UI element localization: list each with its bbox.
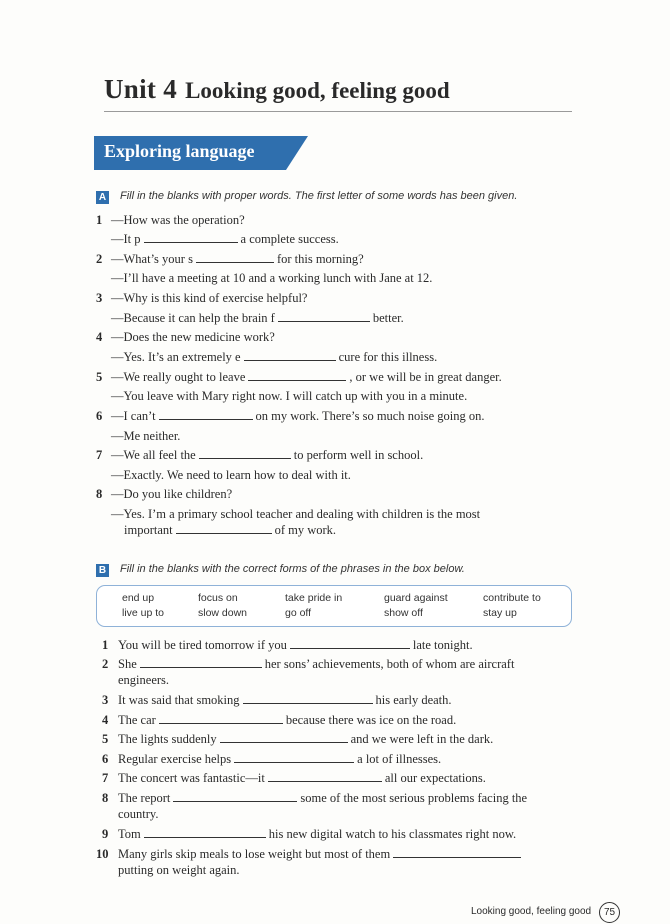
part-a-item-number: 5 bbox=[96, 370, 103, 384]
answer-blank[interactable] bbox=[234, 752, 354, 763]
section-banner-title: Exploring language bbox=[104, 141, 255, 161]
answer-blank[interactable] bbox=[159, 409, 253, 420]
part-a-item-line bbox=[111, 429, 180, 444]
item-text: on my work. There’s so much noise going on. bbox=[255, 409, 485, 423]
item-text: —I’ll have a meeting at 10 and a working lunch with Jane at 12. bbox=[111, 271, 433, 285]
item-text: —What’s your s bbox=[111, 252, 193, 266]
part-a-item-line bbox=[111, 389, 467, 404]
answer-blank[interactable] bbox=[196, 252, 274, 263]
item-text: —It p bbox=[111, 232, 141, 246]
phrase-option: live up to bbox=[122, 607, 165, 619]
item-text: , or we will be in great danger. bbox=[349, 370, 502, 384]
unit-title bbox=[104, 74, 450, 105]
phrase-box bbox=[96, 585, 572, 627]
part-a-item-line bbox=[111, 448, 423, 463]
answer-blank[interactable] bbox=[248, 370, 346, 381]
part-a-item-line bbox=[111, 213, 245, 228]
item-text: You will be tired tomorrow if you bbox=[118, 638, 287, 652]
part-a-item-number: 8 bbox=[96, 487, 103, 501]
part-a-item-line bbox=[111, 291, 307, 306]
part-b-item-number: 7 bbox=[102, 771, 109, 785]
part-a-item-line bbox=[111, 370, 502, 385]
part-b-item-number: 4 bbox=[102, 713, 109, 727]
item-text: It was said that smoking bbox=[118, 693, 240, 707]
page-number: 75 bbox=[599, 902, 620, 923]
item-text: engineers. bbox=[118, 673, 170, 687]
phrase-option: end up bbox=[122, 592, 155, 604]
part-b-item-line bbox=[118, 693, 452, 708]
phrase-option: guard against bbox=[384, 592, 448, 604]
part-a-item-line bbox=[124, 523, 336, 538]
part-b-instruction: Fill in the blanks with the correct forms of the phrases in the box below. bbox=[120, 563, 465, 575]
part-b-item-number: 9 bbox=[102, 827, 109, 841]
part-b-item-line bbox=[118, 827, 516, 842]
answer-blank[interactable] bbox=[176, 523, 272, 534]
answer-blank[interactable] bbox=[244, 350, 336, 361]
item-text: She bbox=[118, 657, 137, 671]
part-b-item-line bbox=[118, 732, 493, 747]
part-a-item-number: 2 bbox=[96, 252, 103, 266]
answer-blank[interactable] bbox=[243, 693, 373, 704]
phrase-option: take pride in bbox=[285, 592, 343, 604]
answer-blank[interactable] bbox=[278, 311, 370, 322]
part-a-instruction: Fill in the blanks with proper words. The first letter of some words has been given. bbox=[120, 190, 518, 202]
unit-number: Unit 4 bbox=[104, 74, 178, 104]
part-b-item-line bbox=[118, 713, 456, 728]
item-text: and we were left in the dark. bbox=[350, 732, 494, 746]
part-a-item-line bbox=[111, 350, 437, 365]
item-text: Regular exercise helps bbox=[118, 752, 232, 766]
item-text: —Yes. It’s an extremely e bbox=[111, 350, 241, 364]
item-text: her sons’ achievements, both of whom are aircraft bbox=[264, 657, 515, 671]
item-text: of my work. bbox=[274, 523, 337, 537]
part-a-item-number: 1 bbox=[96, 213, 103, 227]
item-text: cure for this illness. bbox=[338, 350, 438, 364]
part-b-item-line bbox=[118, 638, 473, 653]
answer-blank[interactable] bbox=[268, 771, 382, 782]
footer-label: Looking good, feeling good bbox=[471, 906, 592, 917]
item-text: The report bbox=[118, 791, 171, 805]
part-b-item-number: 6 bbox=[102, 752, 109, 766]
item-text: The car bbox=[118, 713, 156, 727]
part-b-item-number: 2 bbox=[102, 657, 109, 671]
part-a-item-line bbox=[111, 507, 480, 522]
item-text: all our expectations. bbox=[384, 771, 486, 785]
item-text: his new digital watch to his classmates right now. bbox=[268, 827, 517, 841]
phrase-option: show off bbox=[384, 607, 423, 619]
item-text: important bbox=[124, 523, 173, 537]
item-text: late tonight. bbox=[412, 638, 473, 652]
item-text: —We really ought to leave bbox=[111, 370, 246, 384]
phrase-option: slow down bbox=[198, 607, 248, 619]
item-text: —We all feel the bbox=[111, 448, 196, 462]
part-a-item-line bbox=[111, 311, 404, 326]
part-a-item-number: 6 bbox=[96, 409, 103, 423]
item-text: —Because it can help the brain f bbox=[111, 311, 275, 325]
part-a-item-line bbox=[111, 409, 484, 424]
part-b-letter: B bbox=[96, 564, 109, 577]
part-a-item-number: 7 bbox=[96, 448, 103, 462]
part-b-item-number: 3 bbox=[102, 693, 109, 707]
item-text: a lot of illnesses. bbox=[357, 752, 442, 766]
part-b-item-line bbox=[118, 807, 159, 822]
item-text: for this morning? bbox=[276, 252, 364, 266]
item-text: The lights suddenly bbox=[118, 732, 217, 746]
answer-blank[interactable] bbox=[393, 847, 521, 858]
part-b-item-line bbox=[118, 847, 524, 862]
part-b-item-line bbox=[118, 863, 240, 878]
part-a-item-line bbox=[111, 487, 232, 502]
part-a-letter: A bbox=[96, 191, 109, 204]
item-text: better. bbox=[372, 311, 404, 325]
answer-blank[interactable] bbox=[199, 448, 291, 459]
item-text: country. bbox=[118, 807, 159, 821]
item-text: —Does the new medicine work? bbox=[111, 330, 275, 344]
part-b-item-line bbox=[118, 673, 169, 688]
part-b-item-number: 1 bbox=[102, 638, 109, 652]
section-banner bbox=[94, 136, 308, 170]
part-a-item-line bbox=[111, 232, 339, 247]
part-a-item-number: 4 bbox=[96, 330, 103, 344]
part-b-item-line bbox=[118, 752, 441, 767]
answer-blank[interactable] bbox=[220, 732, 348, 743]
item-text: The concert was fantastic—it bbox=[118, 771, 265, 785]
item-text: —Do you like children? bbox=[111, 487, 233, 501]
answer-blank[interactable] bbox=[159, 713, 283, 724]
part-a-item-line bbox=[111, 271, 432, 286]
item-text: to perform well in school. bbox=[293, 448, 424, 462]
item-text: —How was the operation? bbox=[111, 213, 245, 227]
phrase-option: stay up bbox=[483, 607, 517, 619]
answer-blank[interactable] bbox=[144, 827, 266, 838]
item-text: Many girls skip meals to lose weight but most of them bbox=[118, 847, 391, 861]
part-b-item-line bbox=[118, 657, 514, 672]
unit-name: Looking good, feeling good bbox=[185, 78, 450, 103]
title-divider bbox=[104, 111, 572, 112]
answer-blank[interactable] bbox=[290, 638, 410, 649]
item-text: a complete success. bbox=[240, 232, 339, 246]
answer-blank[interactable] bbox=[140, 657, 262, 668]
part-a-item-line bbox=[111, 468, 351, 483]
part-b-item-number: 10 bbox=[96, 847, 109, 861]
part-a-item-line bbox=[111, 252, 364, 267]
part-b-item-number: 5 bbox=[102, 732, 109, 746]
answer-blank[interactable] bbox=[173, 791, 297, 802]
phrase-option: go off bbox=[285, 607, 312, 619]
answer-blank[interactable] bbox=[144, 232, 238, 243]
part-a-item-line bbox=[111, 330, 275, 345]
phrase-option: contribute to bbox=[483, 592, 541, 604]
part-b-item-line bbox=[118, 771, 486, 786]
part-a-item-number: 3 bbox=[96, 291, 103, 305]
part-b-item-line bbox=[118, 791, 527, 806]
phrase-option: focus on bbox=[198, 592, 238, 604]
item-text: Tom bbox=[118, 827, 141, 841]
item-text: —You leave with Mary right now. I will catch up with you in a minute. bbox=[111, 389, 468, 403]
item-text: —Exactly. We need to learn how to deal with it. bbox=[111, 468, 351, 482]
item-text: —Yes. I’m a primary school teacher and dealing with children is the most bbox=[111, 507, 481, 521]
item-text: some of the most serious problems facing the bbox=[300, 791, 528, 805]
item-text: his early death. bbox=[375, 693, 452, 707]
item-text: putting on weight again. bbox=[118, 863, 240, 877]
item-text: because there was ice on the road. bbox=[285, 713, 457, 727]
item-text: —I can’t bbox=[111, 409, 156, 423]
item-text: —Why is this kind of exercise helpful? bbox=[111, 291, 308, 305]
item-text: —Me neither. bbox=[111, 429, 181, 443]
part-b-item-number: 8 bbox=[102, 791, 109, 805]
